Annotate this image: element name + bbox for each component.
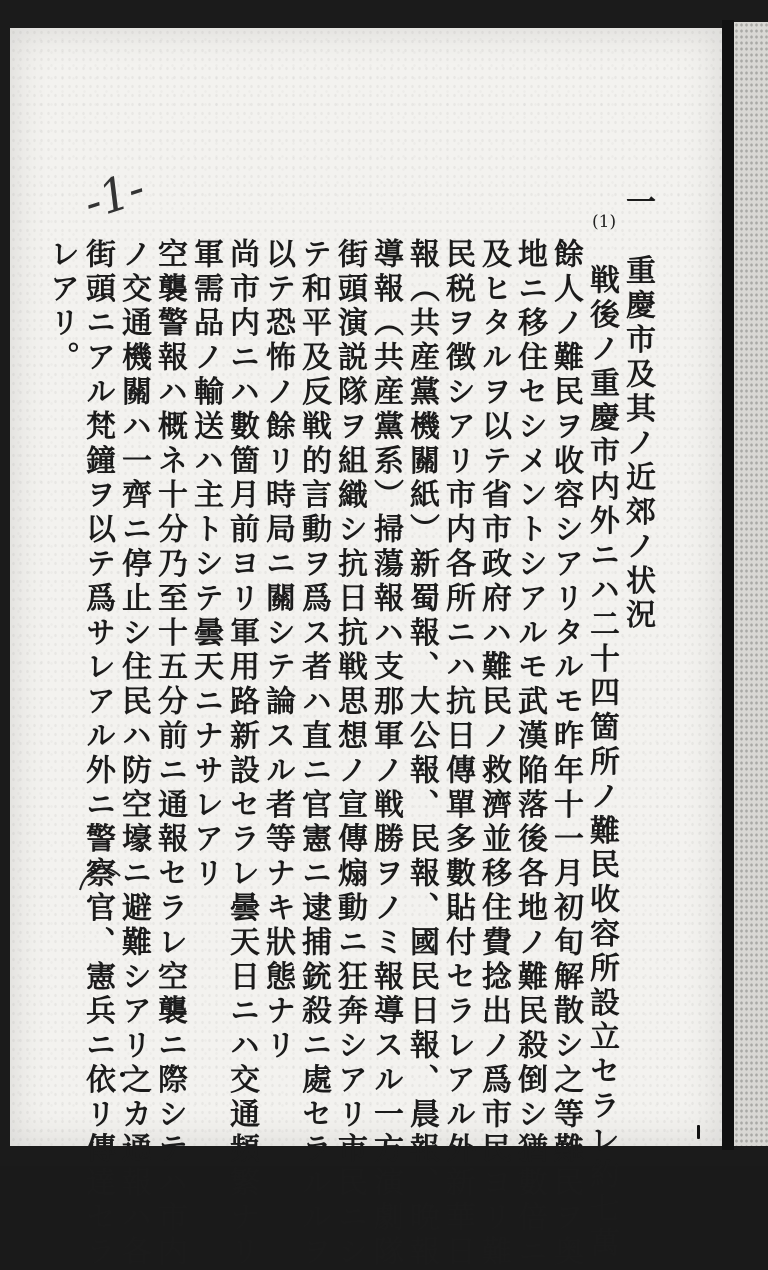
ink-mark <box>697 1125 700 1139</box>
text-column-12: 軍需品ノ輸送ハ主トシテ曇天ニナサレアリ <box>188 238 223 892</box>
text-column-5: 民税ヲ徴シアリ市内各所ニハ抗日傳單多數貼付セラレアル外新華日 <box>440 238 475 1270</box>
text-column-4: 及ヒタルヲ以テ省市政府ハ難民ノ救濟並移住費捻出ノ爲市民ヨリ難 <box>476 238 511 1270</box>
text-column-10: 以テ恐怖ノ餘リ時局ニ關シテ論スル者等ナキ狀態ナリ <box>260 238 295 1064</box>
text-column-11: 尚市内ニハ數箇月前ヨリ軍用路新設セラレ曇天日ニハ交通頻繁ナリ <box>224 238 259 1270</box>
handwritten-page-number: -1- <box>77 159 152 231</box>
text-column-1: 戦後ノ重慶市内外ニハ二十四箇所ノ難民收容所設立セラレ約七萬 <box>584 264 619 1262</box>
text-column-14: ノ交通機關ハ一齊ニ停止シ住民ハ防空壕ニ避難シアリ之カ通報ハ各 <box>116 238 151 1270</box>
text-column-6: 報（共産黨機關紙）新蜀報、大公報、民報、國民日報、晨報、晩報 <box>404 238 439 1270</box>
page-binding-edge <box>722 20 734 1150</box>
text-column-8: 街頭演説隊ヲ組織シ抗日抗戦思想ノ宣傳煽動ニ狂奔シアリ市民ニシ <box>332 238 367 1270</box>
text-column-15: 街頭ニアル梵鐘ヲ以テ爲サレアル外ニ警察官、憲兵ニ依リ傳達セラ <box>80 238 115 1270</box>
section-marker: (1) <box>592 212 617 232</box>
text-column-13: 空襲警報ハ概ネ十分乃至十五分前ニ通報セラレ空襲ニ際シテハ市内 <box>152 238 187 1270</box>
text-column-16: レアリ。 <box>44 238 79 376</box>
adjacent-page-edge <box>734 22 768 1146</box>
heading-column: 一 重慶市及其ノ近郊ノ状況 <box>620 186 655 634</box>
text-column-7: 導報（共産黨系）掃蕩報ハ支那軍ノ戦勝ヲノミ報導スル一方演劇隊 <box>368 238 403 1270</box>
text-column-2: 餘人ノ難民ヲ收容シアリタルモ昨年十一月初旬解散シ之等難民ヲ奥 <box>548 238 583 1270</box>
text-column-9: テ和平及反戦的言動ヲ爲ス者ハ直ニ官憲ニ逮捕銃殺ニ處セラルルヲ <box>296 238 331 1270</box>
text-column-3: 地ニ移住セシメントシアルモ武漢陥落後各地ノ難民殺倒シ猶數倍ニ <box>512 238 547 1270</box>
